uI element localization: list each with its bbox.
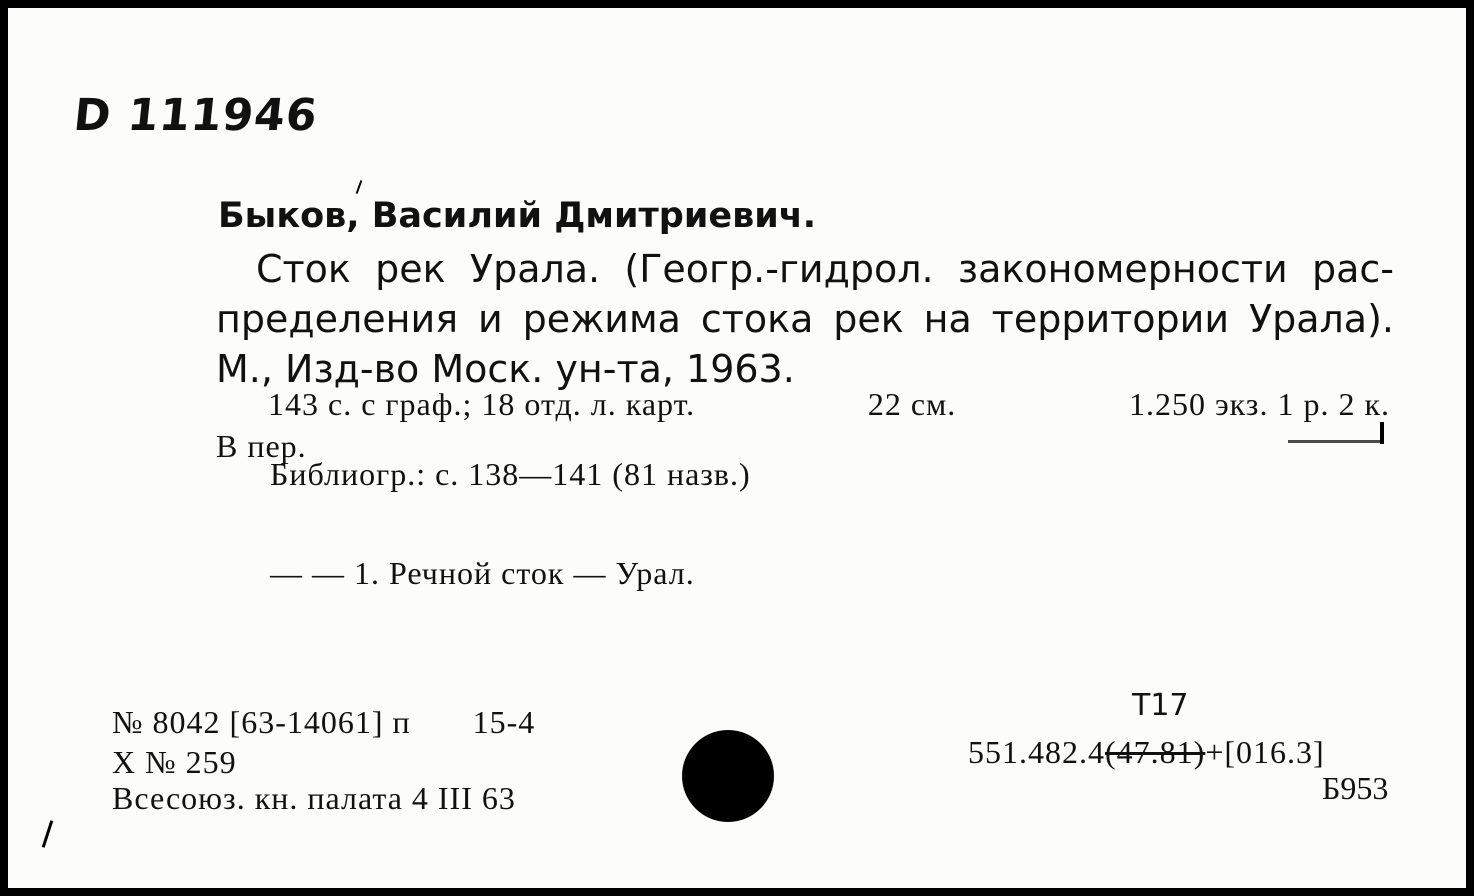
- collation-line: [268, 386, 1390, 423]
- inventory-number: D 111946: [71, 90, 321, 141]
- registry-x-number: Х № 259: [112, 744, 237, 780]
- author-heading: Быков, Василий Дмитриевич.: [218, 196, 817, 236]
- title-line-3: М., Изд-во Моск. ун-та, 1963.: [216, 347, 795, 391]
- collation-size: 22 см.: [867, 386, 957, 422]
- title-block: [216, 244, 1394, 394]
- handwritten-class-mark: Т17: [1132, 688, 1189, 723]
- collation-pages: 143 с. с граф.; 18 отд. л. карт.: [268, 386, 696, 422]
- subject-heading: — — 1. Речной сток — Урал.: [270, 555, 695, 591]
- udc-struck: (47.81): [1105, 734, 1206, 770]
- pencil-mark: [1288, 440, 1384, 443]
- bibliography-note: Библиогр.: с. 138—141 (81 назв.): [270, 456, 751, 492]
- title-line-1: Сток рек Урала. (Геогр.-гидрол. закономерности рас-: [256, 247, 1394, 291]
- call-number: Б953: [1322, 770, 1389, 806]
- udc-index: [968, 734, 1325, 771]
- registry-code: 15-4: [472, 704, 536, 740]
- collation-copies-price: 1.250 экз. 1 р. 2 к.: [1128, 386, 1390, 422]
- catalog-card: [8, 8, 1466, 888]
- title-line-2: пределения и режима стока рек на территории Урала).: [216, 297, 1394, 341]
- punch-hole: [682, 730, 774, 822]
- registry-number: № 8042 [63-14061] п: [112, 704, 411, 740]
- book-chamber-stamp: Всесоюз. кн. палата 4 III 63: [112, 780, 516, 816]
- pencil-tick: [42, 820, 54, 848]
- registry-line: [112, 704, 535, 741]
- binding-note: В пер.: [216, 428, 307, 464]
- udc-bracket: [016.3]: [1224, 734, 1325, 770]
- udc-prefix: 551.482.4: [968, 734, 1105, 770]
- udc-plus: +: [1205, 734, 1225, 770]
- pencil-mark: [1380, 422, 1384, 444]
- pencil-tick: [356, 180, 363, 194]
